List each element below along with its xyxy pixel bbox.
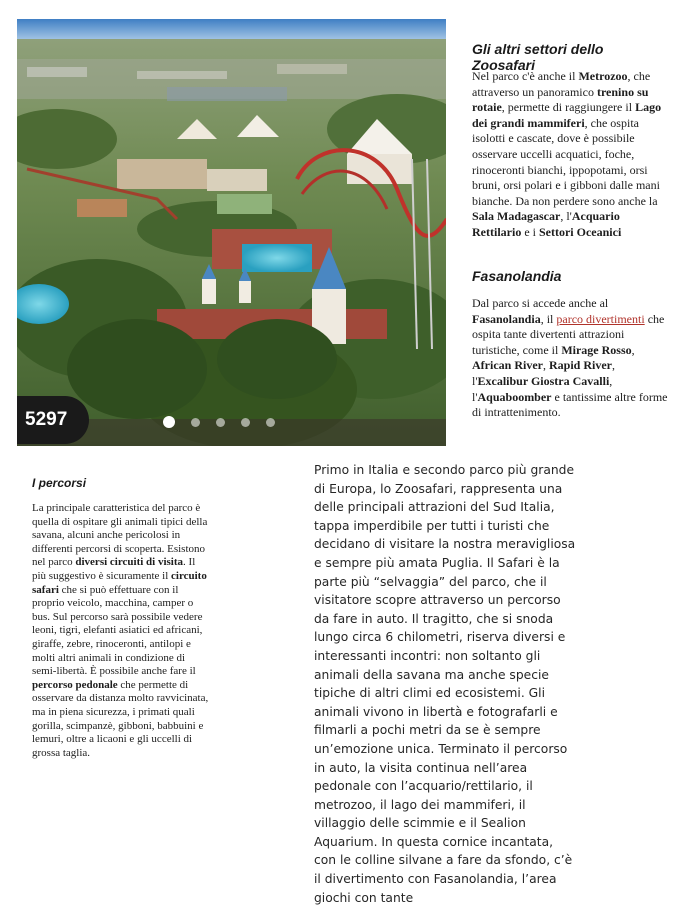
zoosafari-paragraph: Nel parco c'è anche il Metrozoo, che attraverso un panoramico trenino su rotaie, permette di raggiungere il Lago dei grandi mammiferi, che ospita isolotti e cascate, dove è possibile osservare uccelli acquatici, foche, rinoceronti bianchi, ippopotami, orsi bruni, orsi polari e i gibboni dalle mani bianche. Da non perdere sono anche la Sala Madagascar, l'Acquario Rettilario e i Settori Oceanici	[472, 69, 662, 239]
carousel-dot-5[interactable]	[266, 418, 275, 427]
main-article-text: Primo in Italia e secondo parco più grande di Europa, lo Zoosafari, rappresenta una delle principali attrazioni del Sud Italia, tappa imperdibile per tutti i turisti che decidano di visitare la nostra meravigliosa e sempre più amata Puglia. Il Safari è la parte più “selvaggia” del parco, che il visitatore scopre attraverso un percorso da fare in auto. Il tragitto, che si snoda lungo circa 6 chilometri, riserva diversi e interessanti incontri: non soltanto gli animali della savana ma anche specie tipiche di altri climi ed ecosistemi. Gli animali vivono in libertà e fotografarli e filmarli a pochi metri da se è sempre un’emozione unica. Terminato il percorso in auto, la visita continua nell’area pedonale con l’acquario/rettilario, il metrozoo, il lago dei mammiferi, il villaggio delle scimmie e il Sealion Aquarium. In questa cornice incantata, con le colline silvane a fare da sfondo, c’è il divertimento con Fasanolandia, l’area giochi con tante	[314, 463, 576, 905]
photo-counter-badge: 5297	[17, 396, 89, 444]
carousel-dot-1[interactable]	[163, 416, 175, 428]
park-aerial-photo	[17, 19, 446, 446]
parco-divertimenti-link[interactable]: parco divertimenti	[556, 311, 645, 326]
carousel-dot-4[interactable]	[241, 418, 250, 427]
zoosafari-section-title: Gli altri settori dello Zoosafari	[472, 41, 604, 73]
carousel-dots[interactable]	[163, 416, 275, 428]
carousel-dot-2[interactable]	[191, 418, 200, 427]
fasanolandia-paragraph: Dal parco si accede anche al Fasanolandia, il parco divertimenti che ospita tante divertenti attrazioni turistiche, come il Mirage Rosso, African River, Rapid River, l'Excalibur Giostra Cavalli, l'Aquaboomber e tantissime altre forme di intrattenimento.	[472, 296, 668, 420]
percorsi-paragraph: La principale caratteristica del parco è quella di ospitare gli animali tipici della savana, alcuni anche pericolosi in differenti percorsi di scoperta. Esistono nel parco diversi circuiti di visita. Il più suggestivo è sicuramente il circuito safari che si può effettuare con il proprio veicolo, macchina, camper o bus. Sul percorso sarà possibile vedere leoni, tigri, elefanti asiatici ed africani, giraffe, zebre, rinoceronti, antilopi e molti altri animali in condizione di semi-libertà. È possibile anche fare il percorso pedonale che permette di osservare da distanza molto ravvicinata, ma in piena sicurezza, i primati quali gorilla, scimpanzè, gibboni, babbuini e lemuri, oltre a licaoni e gli uccelli di grossa taglia.	[32, 502, 209, 759]
fasanolandia-section-title: Fasanolandia	[472, 268, 562, 284]
percorsi-section-title: I percorsi	[32, 476, 87, 490]
carousel-dot-3[interactable]	[216, 418, 225, 427]
hero-image-carousel[interactable]	[17, 19, 446, 446]
